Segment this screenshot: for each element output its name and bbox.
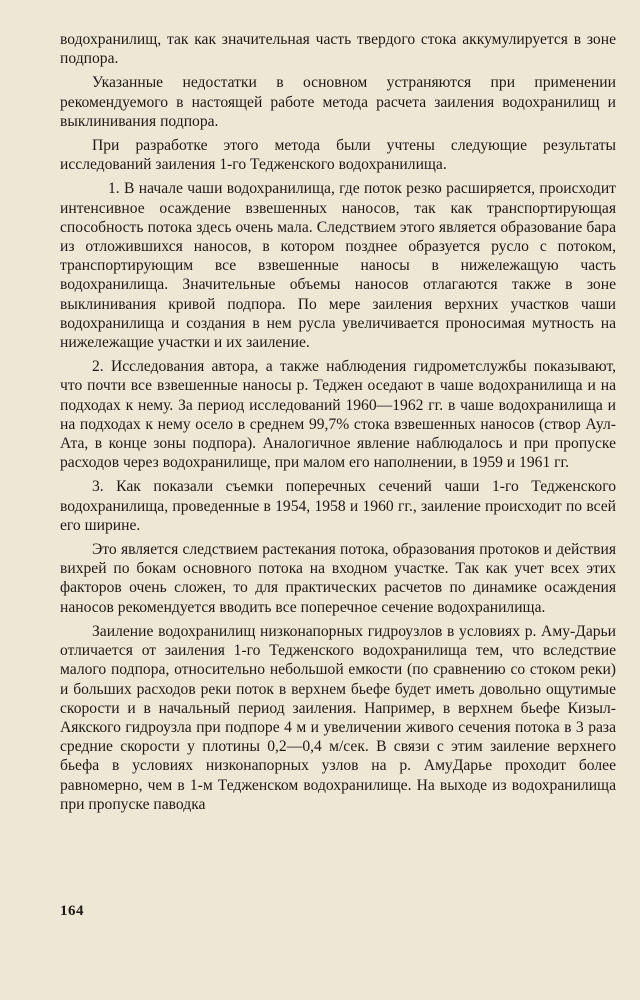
paragraph-flow-spreading: Это является следствием растекания потока, образования протоков и действия вихрей по бокам основного потока на входном участке. Так как учет всех этих факторов очень сложен, то для практических расчетов по динамике осаждения наносов рекомендуется вводить все поперечное сечение водохранилища. <box>60 541 616 616</box>
paragraph-item-3: 3. Как показали съемки поперечных сечений чаши 1-го Тедженского водохранилища, проведенные в 1954, 1958 и 1960 гг., заиление происходит по всей его ширине. <box>60 478 616 534</box>
paragraph-method-results: При разработке этого метода были учтены следующие результаты исследований заиления 1-го Тедженского водохранилища. <box>60 137 616 174</box>
paragraph-amu-darya: Заиление водохранилищ низконапорных гидроузлов в условиях р. Аму-Дарьи отличается от заиления 1-го Тедженского водохранилища тем, что вследствие малого подпора, относительно небольшой емкости (по сравнению со стоком реки) и больших расходов реки поток в верхнем бьефе будет иметь довольно ощутимые скорости и в начальный период заиления. Например, в верхнем бьефе Кизыл-Аякского гидроузла при подпоре 4 м и увеличении живого сечения потока в 3 раза средние скорости у плотины 0,2—0,4 м/сек. В связи с этим заиление верхнего бьефа в условиях низконапорных узлов на р. АмуДарье проходит более равномерно, чем в 1-м Тедженском водохранилище. На выходе из водохранилища при пропуске паводка <box>60 622 616 813</box>
body-text <box>60 30 616 814</box>
paragraph-item-2: 2. Исследования автора, а также наблюдения гидрометслужбы показывают, что почти все взвешенные наносы р. Теджен оседают в чаше водохранилища и на подходах к нему. За период исследований 1960—1962 гг. в чаше водохранилища и на подходах к нему осело в среднем 99,7% стока взвешенных наносов (створ Аул-Ата, в конце зоны подпора). Аналогичное явление наблюдалось и при пропуске расходов через водохранилище, при малом его наполнении, в 1959 и 1961 гг. <box>60 358 616 472</box>
page-number: 164 <box>60 903 84 919</box>
paragraph-shortcomings: Указанные недостатки в основном устраняются при применении рекомендуемого в настоящей работе метода расчета заиления водохранилищ и выклинивания подпора. <box>60 74 616 130</box>
paragraph-continuation: водохранилищ, так как значительная часть твердого стока аккумулируется в зоне подпора. <box>60 31 616 68</box>
paragraph-item-1: 1. В начале чаши водохранилища, где поток резко расширяется, происходит интенсивное осаждение взвешенных наносов, так как транспортирующая способность потока здесь очень мала. Следствием этого является образование бара из отложившихся наносов, в котором позднее образуется русло с потоком, транспортирующим все взвешенные наносы в нижележащую часть водохранилища. Значительные объемы наносов отлагаются также в зоне выклинивания кривой подпора. По мере заиления верхних участков чаши водохранилища и создания в нем русла увеличивается проносимая мутность на нижележащие участки и их заиление. <box>60 180 616 352</box>
